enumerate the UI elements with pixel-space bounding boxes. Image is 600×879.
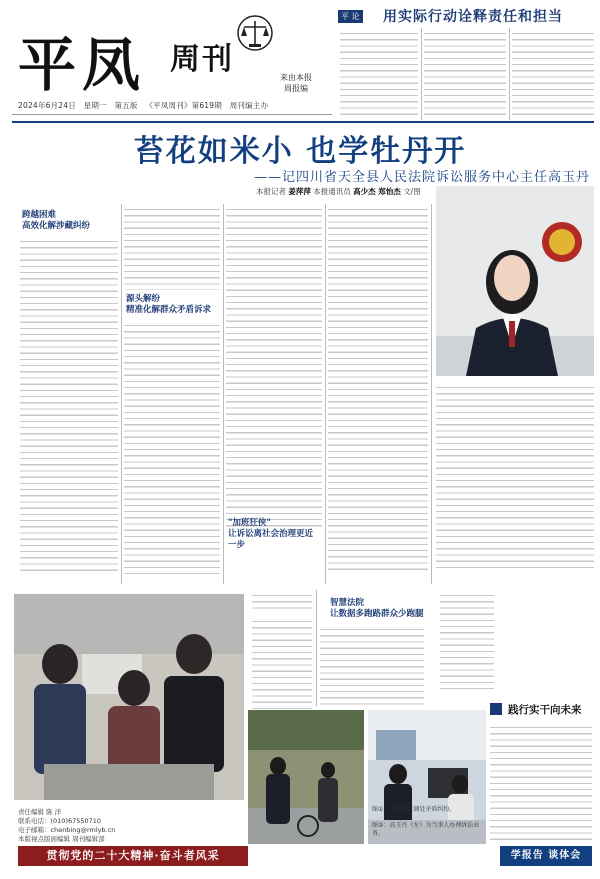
commentary-tag: 平 论 xyxy=(338,10,363,23)
date: 2024年6月24日 xyxy=(18,101,76,110)
weekday: 星期一 xyxy=(83,101,107,110)
court-seal-icon xyxy=(232,12,278,66)
photo-street-visit xyxy=(248,710,364,844)
column-divider xyxy=(431,204,432,584)
portrait-photo xyxy=(436,186,594,376)
body-text-col3 xyxy=(226,204,322,530)
commentary-text-col1 xyxy=(340,28,418,120)
editor-info xyxy=(18,808,115,844)
byline-prefix: 本报记者 xyxy=(256,187,286,196)
editor-line: 电子邮箱：chenbing@rmlyb.cn xyxy=(18,826,116,834)
byline-correspondents: 高少杰 郑怡杰 xyxy=(353,187,401,196)
section-heading: 智慧法院 让数据多跑路群众少跑腿 xyxy=(330,598,424,619)
body-text-col2b xyxy=(124,320,220,574)
section-heading: 源头解纷 精准化解群众矛盾诉求 xyxy=(126,294,212,315)
issue: 《平凤周刊》第619期 xyxy=(145,101,222,110)
pullquote-text xyxy=(252,616,312,710)
article-subhead: ——记四川省天全县人民法院诉讼服务中心主任高玉丹 xyxy=(253,170,590,185)
commentary-text-col3 xyxy=(512,28,594,120)
column-divider xyxy=(121,204,122,584)
body-text-col4 xyxy=(328,204,428,574)
masthead-subline: 来由本报 周报编 xyxy=(280,73,312,93)
column-divider xyxy=(325,204,326,584)
caption-block xyxy=(440,590,494,694)
caption-photo2: 图②：高玉丹（左）为当事人办理诉讼业务。 xyxy=(372,822,480,837)
byline-reporter: 姜萍萍 xyxy=(288,187,311,196)
column-divider xyxy=(316,590,317,706)
dateline xyxy=(18,100,268,111)
side-column-title: 践行实干向未来 xyxy=(508,704,582,716)
bottom-banner-left: 贯彻党的二十大精神·奋斗者风采 xyxy=(18,846,248,866)
masthead xyxy=(0,0,336,118)
editor-line: 本版视点版面编辑 周刊编辑部 xyxy=(18,835,105,843)
top-rule xyxy=(12,121,594,123)
side-column-tag-icon xyxy=(490,703,502,715)
byline-mid: 本报通讯员 xyxy=(313,187,351,196)
body-text-col5-lower xyxy=(436,382,594,572)
edition: 第五版 xyxy=(114,101,138,110)
commentary-title: 用实际行动诠释责任和担当 xyxy=(383,9,563,25)
editor-line: 联系电话：(010)67550710 xyxy=(18,817,102,825)
byline xyxy=(256,186,421,197)
masthead-title: 平凤 xyxy=(18,31,147,99)
bottom-banner-right: 学报告 谈体会 xyxy=(500,846,592,866)
commentary-text-col2 xyxy=(424,28,506,120)
pullquote xyxy=(252,616,312,710)
side-column-text xyxy=(490,722,592,840)
body-text-col1 xyxy=(20,236,118,574)
editor-line: 责任编辑 陈 洋 xyxy=(18,808,62,816)
column-divider xyxy=(223,204,224,584)
publisher: 周刊编主办 xyxy=(229,101,269,110)
masthead-rule xyxy=(12,114,332,115)
column-divider xyxy=(509,28,510,120)
section-heading: 跨越困难 高效化解涉藏纠纷 xyxy=(22,210,91,231)
masthead-zhou: 周刊 xyxy=(170,42,234,77)
body-text-col4-lower xyxy=(320,624,424,708)
byline-suffix: 文/图 xyxy=(403,187,421,196)
section-heading: "加班狂侠" 让诉讼离社会治理更近一步 xyxy=(228,518,314,550)
article-headline: 苔花如米小 也学牡丹开 xyxy=(133,134,467,169)
caption-photo1: 图①：高玉丹在调处矛盾纠纷。 xyxy=(372,806,456,813)
body-text-col3-lower xyxy=(252,590,312,612)
column-divider xyxy=(421,28,422,120)
body-text-col2 xyxy=(124,204,220,290)
photo-court-mediation xyxy=(14,594,244,800)
